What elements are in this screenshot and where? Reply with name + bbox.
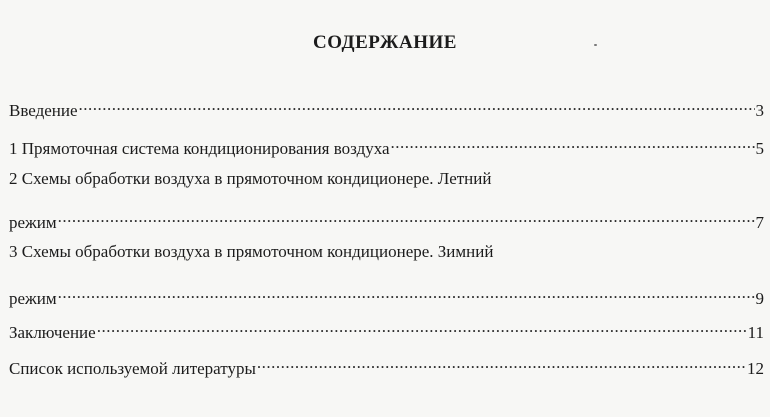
toc-entry-text: Список используемой литературы <box>9 359 256 378</box>
toc-entry-section-3-line-1 <box>9 240 764 264</box>
toc-leader-dots <box>58 280 755 304</box>
toc-entry-text: Введение <box>9 101 78 120</box>
toc-entry-references <box>9 350 764 378</box>
toc-page-number: 3 <box>755 101 764 120</box>
toc-entry-text: Заключение <box>9 323 96 342</box>
toc-entry-text: режим <box>9 213 57 232</box>
toc-page-number: 7 <box>755 213 764 232</box>
page-title: СОДЕРЖАНИЕ <box>313 32 457 53</box>
toc-entry-section-1 <box>9 130 764 158</box>
scan-speck <box>594 44 597 46</box>
toc-entry-text: 1 Прямоточная система кондиционирования воздуха <box>9 139 390 158</box>
toc-page-number: 9 <box>755 289 764 308</box>
toc-leader-dots <box>391 130 755 154</box>
toc-page-number: 5 <box>755 139 764 158</box>
toc-page-number: 12 <box>747 359 764 378</box>
toc-page-number: 11 <box>747 323 764 342</box>
toc-leader-dots <box>97 314 747 338</box>
toc-leader-dots <box>58 204 755 228</box>
toc-leader-dots <box>79 92 755 116</box>
toc-entry-conclusion <box>9 314 764 342</box>
toc-entry-section-2-line-1 <box>9 167 764 191</box>
toc-entry-section-3-line-2 <box>9 280 764 308</box>
toc-entry-text: 3 Схемы обработки воздуха в прямоточном кондиционере. Зимний <box>9 242 494 261</box>
toc-entry-section-2-line-2 <box>9 204 764 232</box>
toc-entry-introduction <box>9 92 764 120</box>
toc-entry-text: 2 Схемы обработки воздуха в прямоточном кондиционере. Летний <box>9 169 492 188</box>
toc-leader-dots <box>257 350 746 374</box>
toc-entry-text: режим <box>9 289 57 308</box>
